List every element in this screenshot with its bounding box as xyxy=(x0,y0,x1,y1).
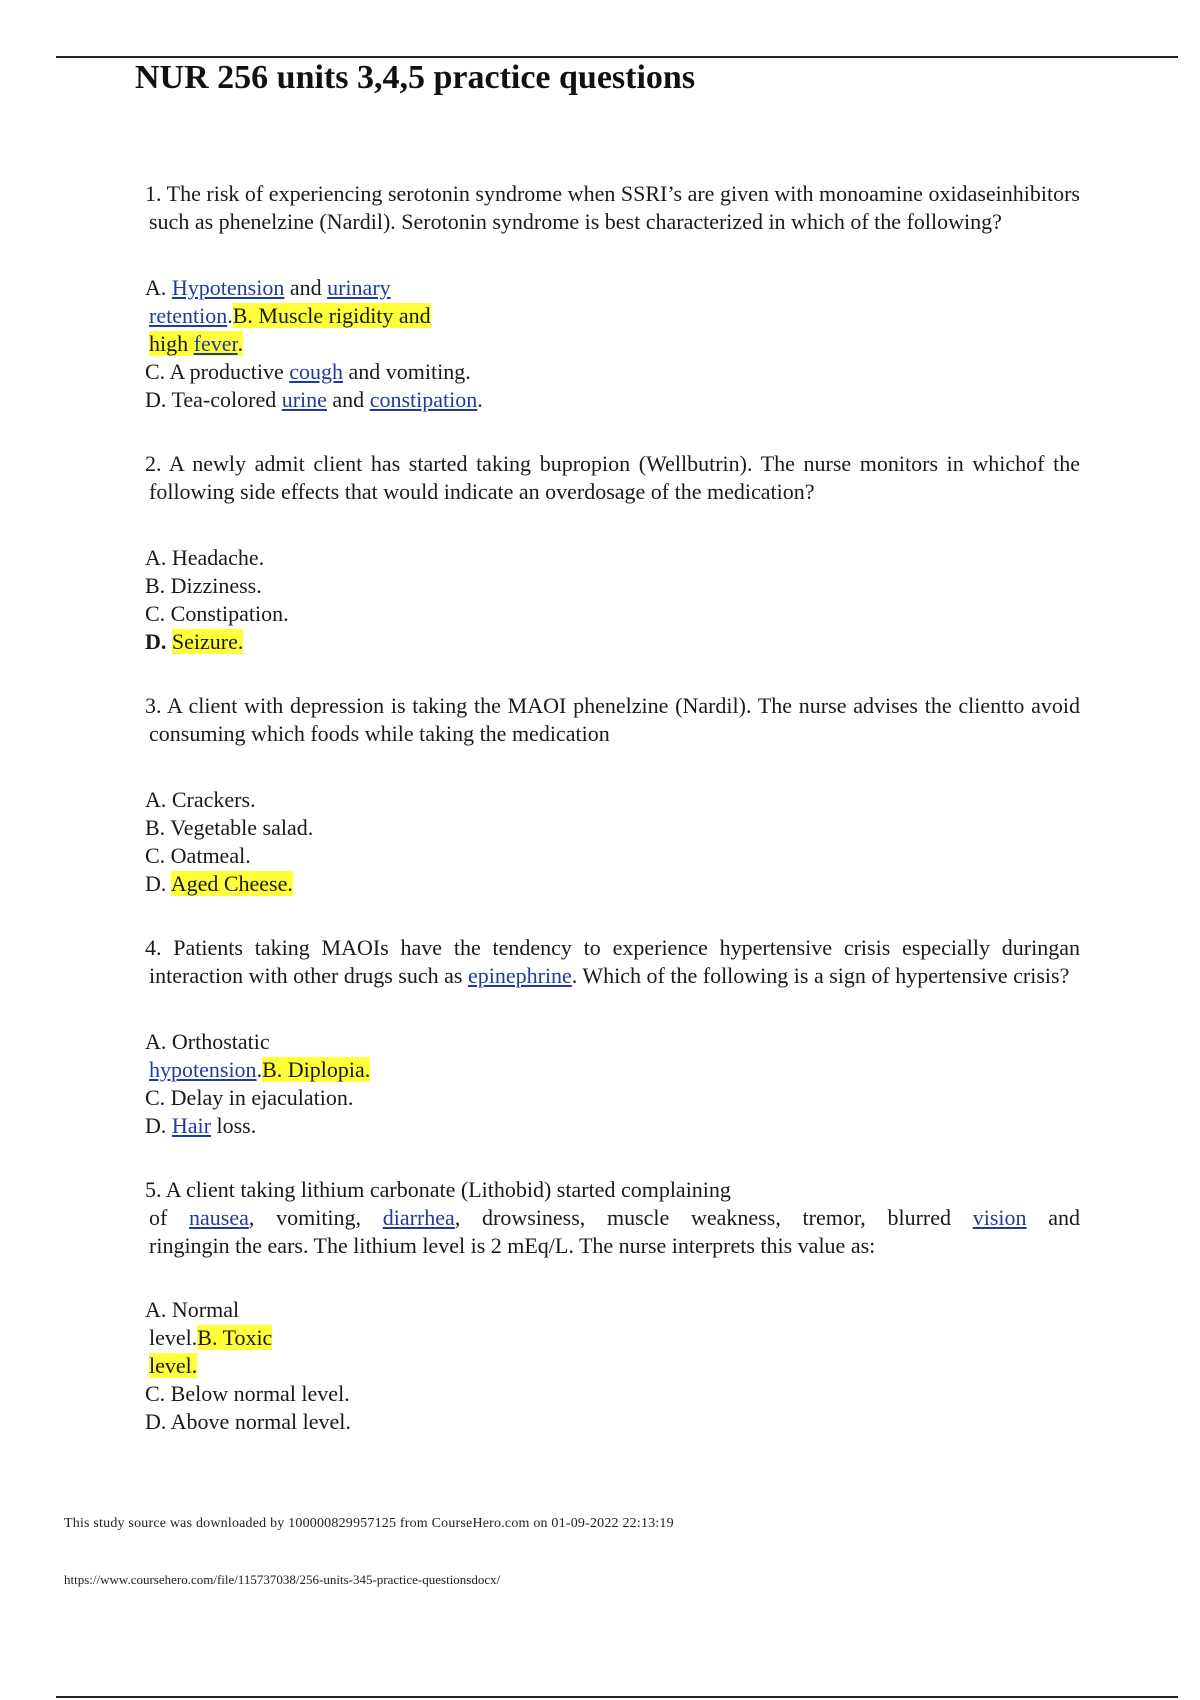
option-5d: D. Above normal level. xyxy=(145,1409,351,1434)
option-5a-line2: level.B. Toxic xyxy=(149,1325,273,1350)
link-nausea[interactable]: nausea xyxy=(189,1205,249,1230)
option-2c: C. Constipation. xyxy=(145,601,289,626)
option-4a-line1: A. Orthostatic xyxy=(145,1029,270,1054)
download-note: This study source was downloaded by 100000829957125 from CourseHero.com on 01-09-2022 22:13:19 xyxy=(64,1516,674,1531)
option-4c: C. Delay in ejaculation. xyxy=(145,1085,354,1110)
link-urine[interactable]: urine xyxy=(281,387,327,412)
option-1a-line2: retention.B. Muscle rigidity and xyxy=(149,303,431,328)
answer-highlight-3d: Aged Cheese. xyxy=(170,871,293,896)
question-2-options xyxy=(145,544,1080,656)
link-hypotension[interactable]: Hypotension xyxy=(171,275,285,300)
option-5a-line1: A. Normal xyxy=(145,1297,240,1322)
question-4-stem: 4. Patients taking MAOIs have the tendency to experience hypertensive crisis especially duringan interaction with other drugs such as epinephrine. Which of the following is a sign of hypertensive crisis? xyxy=(145,935,1080,988)
option-5c: C. Below normal level. xyxy=(145,1381,350,1406)
question-3-options xyxy=(145,786,1080,898)
link-constipation[interactable]: constipation xyxy=(369,387,478,412)
option-4d: D. Hair loss. xyxy=(145,1113,257,1138)
question-list xyxy=(145,180,1080,1472)
link-hypotension-2[interactable]: hypotension xyxy=(149,1057,257,1082)
link-epinephrine[interactable]: epinephrine xyxy=(467,963,572,988)
question-2-stem: 2. A newly admit client has started taking bupropion (Wellbutrin). The nurse monitors in whichof the following side effects that would indicate an overdosage of the medication? xyxy=(145,451,1080,504)
option-1b-line2: high fever. xyxy=(149,331,244,356)
question-5-options xyxy=(145,1296,1080,1436)
option-4a-line2: hypotension.B. Diplopia. xyxy=(149,1057,371,1082)
page-title: NUR 256 units 3,4,5 practice questions xyxy=(135,59,696,96)
answer-highlight-4b: B. Diplopia. xyxy=(262,1057,371,1082)
link-fever[interactable]: fever xyxy=(193,331,238,356)
question-1-options xyxy=(145,274,1080,414)
option-3c: C. Oatmeal. xyxy=(145,843,251,868)
option-3b: B. Vegetable salad. xyxy=(145,815,314,840)
link-urinary[interactable]: urinary xyxy=(327,275,391,300)
source-url[interactable]: https://www.coursehero.com/file/115737038/256-units-345-practice-questionsdocx/ xyxy=(64,1572,501,1587)
answer-highlight-1b: B. Muscle rigidity and xyxy=(232,303,431,328)
question-5-stem: 5. A client taking lithium carbonate (Lithobid) started complaining of nausea, vomiting, diarrhea, drowsiness, muscle weakness, tremor, blurred vision and ringingin the ears. The lithium level is 2 mEq/L. The nurse interprets this value as: xyxy=(145,1177,1081,1258)
option-1d: D. Tea-colored urine and constipation. xyxy=(145,387,483,412)
link-hair[interactable]: Hair xyxy=(171,1113,211,1138)
option-3d: D. Aged Cheese. xyxy=(145,871,293,896)
option-5b-line2: level. xyxy=(149,1353,198,1378)
option-3a: A. Crackers. xyxy=(145,787,256,812)
option-2a: A. Headache. xyxy=(145,545,265,570)
option-1a-line1: A. Hypotension and urinary xyxy=(145,275,391,300)
link-diarrhea[interactable]: diarrhea xyxy=(382,1205,455,1230)
answer-highlight-5b: B. Toxic xyxy=(197,1325,273,1350)
bottom-rule xyxy=(56,1696,1178,1698)
option-1c: C. A productive cough and vomiting. xyxy=(145,359,471,384)
link-retention[interactable]: retention xyxy=(149,303,228,328)
option-2b: B. Dizziness. xyxy=(145,573,262,598)
question-4-options xyxy=(145,1028,1080,1140)
question-1-stem: 1. The risk of experiencing serotonin syndrome when SSRI’s are given with monoamine oxidaseinhibitors such as phenelzine (Nardil). Serotonin syndrome is best characterized in which of the following? xyxy=(145,181,1080,234)
link-cough[interactable]: cough xyxy=(289,359,343,384)
answer-highlight-2d: Seizure. xyxy=(171,629,244,654)
option-2d: D. Seizure. xyxy=(145,629,244,654)
link-vision[interactable]: vision xyxy=(972,1205,1027,1230)
question-3-stem: 3. A client with depression is taking the MAOI phenelzine (Nardil). The nurse advises the clientto avoid consuming which foods while taking the medication xyxy=(145,693,1080,746)
